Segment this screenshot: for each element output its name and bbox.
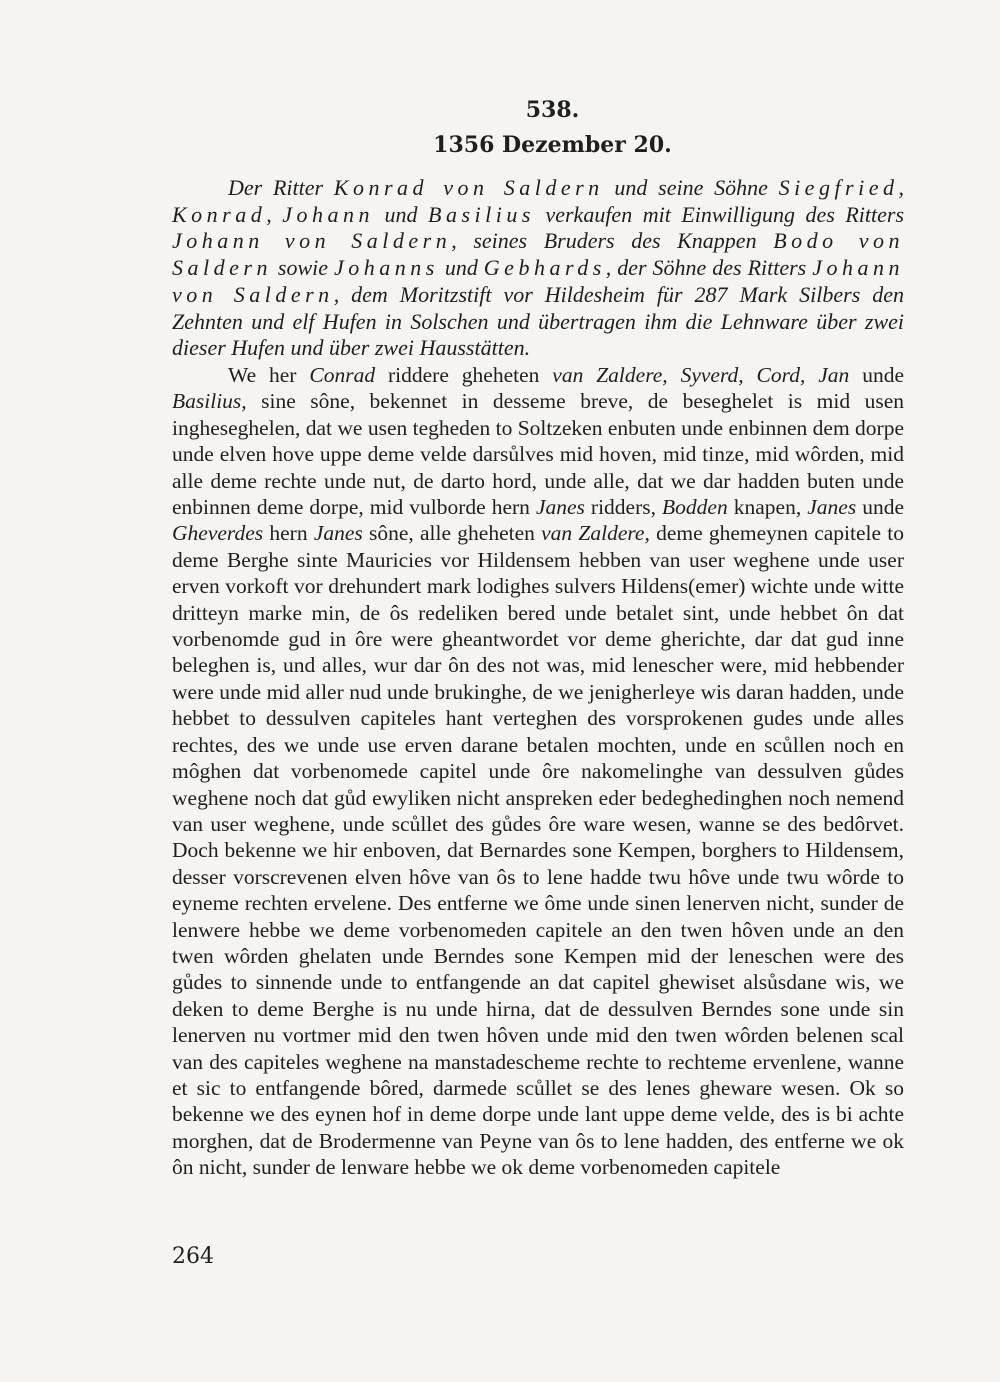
regest-run: Johanns (334, 255, 439, 281)
regest-paragraph (172, 175, 904, 362)
regest-run: und seine Söhne (603, 175, 779, 200)
regest-run: sowie (271, 255, 335, 281)
body-run: Janes (313, 521, 363, 546)
body-run: knapen, (727, 495, 808, 520)
regest-run: Basilius (428, 201, 535, 227)
body-run: Bodden (662, 495, 728, 520)
body-run: We her (228, 363, 310, 387)
charter-paragraph (172, 362, 904, 1181)
body-run: deme ghemeynen capitele to deme Berghe sinte Mauricies vor Hildensem hebben van user weghene unde user erven vorkoft vor drehundert mark lodighes sulvers Hildens(emer) wichte unde witte dritteyn marke min, de ôs redeliken bered unde betalet sint, unde hebbet ôn dat vorbenomde gud in ôre were gheantwordet vor deme gherichte, dar dat gud inne beleghen is, und alles, wur dar ôn des not was, mid lenescher were, mid hebbender were unde mid aller nud unde brukinghe, de we jenigherleye wis daran hadden, unde hebbet to dessulven capiteles hant verteghen des vorsprokenen gudes unde alles rechtes, des we unde use erven darane betalen mochten, unde en scůllen noch en môghen dat vorbenomede capitel unde ôre nakomelinghe van dessulven gůdes weghene noch dat gůd ewyliken nicht anspreken eder bedeghedinghen noch nemend van user weghene, unde scůllet des gůdes ôre ware wesen, wanne se des bedôrvet. Doch bekenne we hir enboven, dat Bernardes sone Kempen, borghers to Hildensem, desser vorscrevenen elven hôve van ôs to lene hadde twu hôve unde twu wôrde to eyneme rechten ervelene. Des entferne we ôme unde sinen lenerven nicht, sunder de lenwere hebbe we deme vorbenomeden capitele an den twen hôven unde an den twen wôrden ghelaten unde Berndes sone Kempen mid der leneschen were des gůdes to sinnende unde to entfangende an dat capitel ghewiset alsůsdane wis, we deken to deme Berghe is nu unde hirna, dat de dessulven Berndes sone unde sin lenerven nu vortmer mid den twen hôven unde mid den twen wôrden belenen scal van des capiteles weghene na manstadescheme rechte to rechteme ervenlene, wanne et sic to entfangende bôred, darmede scůllet se des lenes gheware wesen. Ok so bekenne we des eynen hof in deme dorpe unde lant uppe deme velde, des is bi achte morghen, dat de Brodermenne van Peyne van ôs to lene hadden, des entferne we ok ôn nicht, sunder de lenware hebbe we ok deme vorbenomeden capitele (172, 521, 904, 1180)
body-run: sône, alle gheheten (362, 521, 542, 546)
regest-summary (172, 175, 904, 362)
regest-run: Johann von Saldern (172, 255, 904, 307)
regest-run: Konrad von Saldern (333, 175, 604, 200)
regest-run: , dem Moritzstift vor Hildesheim für 287 Mark Silbers den Zehnten und elf Hufen in Solschen und übertragen ihm die Lehnware über zwei dieser Hufen und über zwei Hausstätten. (172, 281, 905, 361)
body-run: Janes (807, 495, 857, 520)
body-run: riddere gheheten (375, 363, 553, 387)
body-run: Gheverdes (172, 521, 264, 546)
body-run: unde (856, 495, 905, 520)
regest-run: Johann (282, 201, 375, 227)
body-run: Conrad (309, 363, 376, 387)
body-run: Basilius, (172, 389, 247, 414)
body-run: sine sône, bekennet in desseme breve, de beseghelet is mid usen ingheseghelen, dat we usen tegheden to Soltzeken enbuten unde enbinnen dem dorpe unde elven hove uppe deme velde darsůlves mid hoven, mid tinze, mid wôrden, mid alle deme rechte unde nut, de darto hord, unde alle, dat we dar hadden buten unde enbinnen deme dorpe, mid vulborde hern (172, 389, 904, 520)
regest-run: Gebhards (483, 255, 606, 281)
regest-run: und (438, 255, 484, 281)
body-run: van Zaldere, Syverd, Cord, Jan (552, 363, 850, 387)
regest-run: verkaufen mit Einwilligung des Ritters (534, 201, 904, 227)
regest-run: , der Söhne des Ritters (605, 255, 813, 281)
regest-run: , (266, 201, 283, 227)
page-number: 264 (172, 1244, 214, 1269)
body-run: van Zaldere, (541, 521, 650, 546)
charter-text (172, 362, 904, 1181)
regest-run: , (898, 175, 904, 200)
body-run: hern (263, 521, 314, 546)
regest-run: Bodo von Saldern (172, 228, 905, 281)
regest-run: Der Ritter (228, 175, 334, 200)
regest-run: und (374, 201, 429, 227)
document-number: 538. (525, 97, 580, 123)
regest-run: Siegfried (778, 175, 899, 200)
body-run: unde (849, 363, 904, 387)
body-run: Janes (535, 495, 585, 520)
regest-run: Johann von Saldern (172, 228, 452, 254)
regest-run: Konrad (172, 201, 267, 227)
regest-run: , seines Bruders des Knappen (451, 228, 774, 254)
document-date: 1356 Dezember 20. (433, 132, 672, 158)
body-run: ridders, (584, 495, 663, 520)
